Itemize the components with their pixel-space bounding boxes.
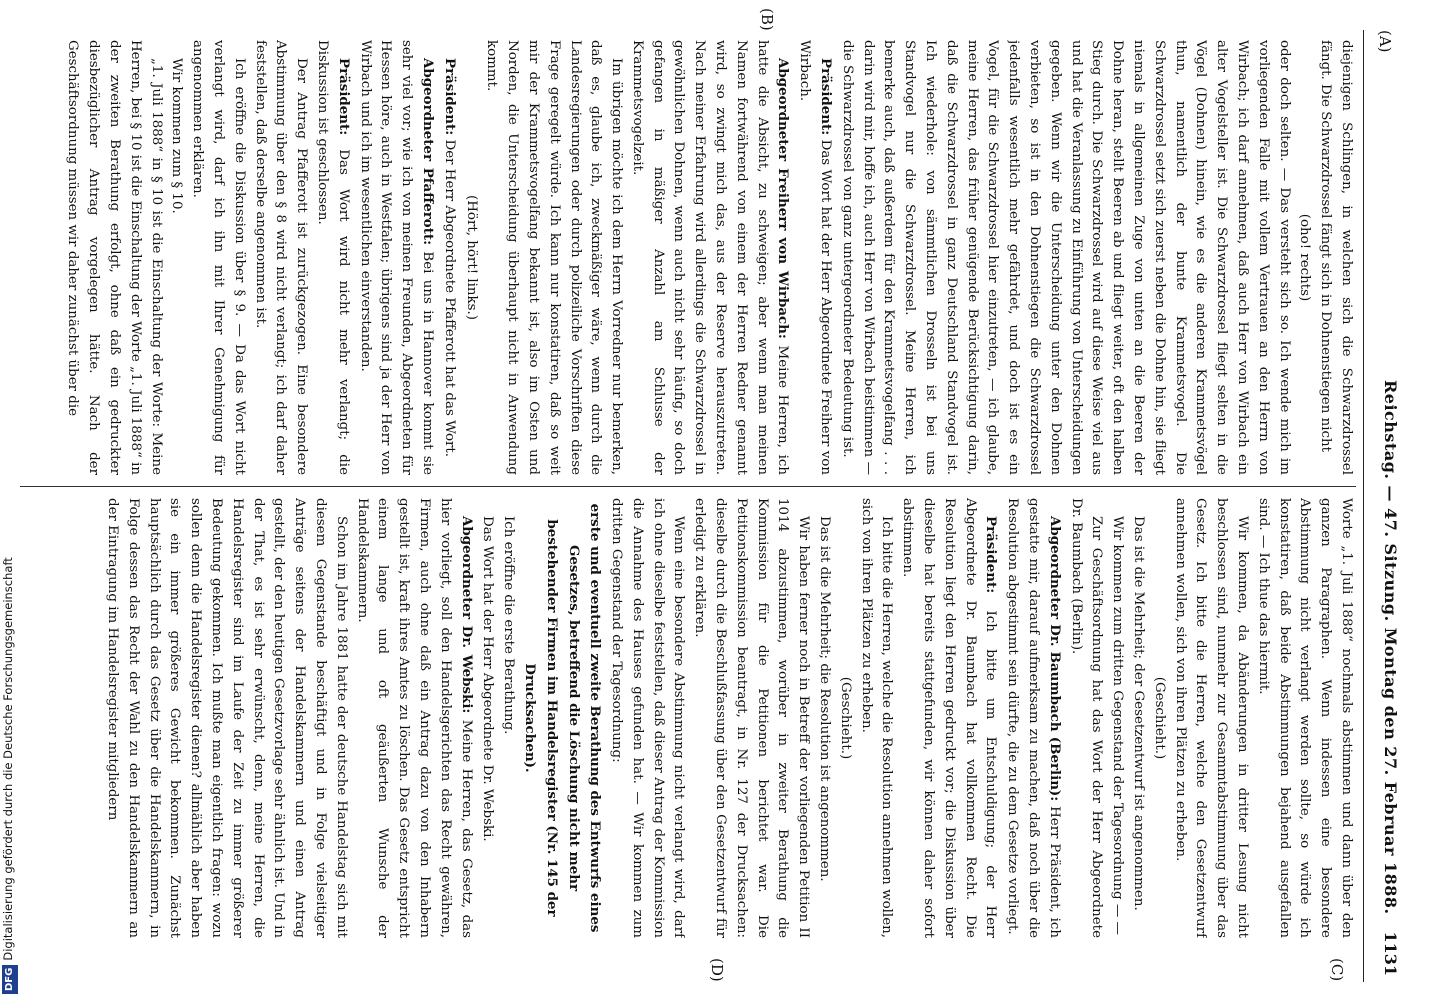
speech-text: Das Wort wird nicht mehr verlangt; die Diskussion ist geschlossen.: [314, 40, 351, 475]
agenda-item-text: erste und eventuell zweite Berathung des Entwurfs eines Gesetzes, betreffend die Löschung nicht mehr bestehender Firmen im Handelsregister (Nr. 145 der Drucksachen).: [521, 503, 604, 933]
digitization-footer: [0, 0, 16, 1000]
paragraph: Wir kommen, da Abänderungen in dritter Lesung nicht beschlossen sind, nunmehr zur Gesammtabstimmung über das Gesetz. Ich bitte die Herren, welche den Gesetzentwurf annehmen wollen, sich von ihren Plätzen zu erheben.: [1172, 498, 1251, 938]
paragraph: Das ist die Mehrheit; der Gesetzentwurf ist angenommen.: [1131, 516, 1147, 911]
speech-text: Meine Herren, das Gesetz, das hier vorliegt, soll den Handelsgerichten das Recht gewähren, Firmen, auch ohne daß ein Antrag dazu von den Inhabern gestellt ist, kraft ihres Amtes zu löschen. Das Gesetz entspricht einem lange und oft geäußerten Wunsche der Handelskammern.: [354, 498, 474, 938]
paragraph: Im übrigen möchte ich dem Herrn Vorredner nur bemerken, daß es, glaube ich, zweckmäßiger wäre, wenn durch die Landesregierungen oder durch polizeiliche Vorschriften diese Frage geregelt würde. Ich kann nur konstatiren, daß so weit mir der Krammetsvogelfang bekannt ist, also im Osten und Norden, die Unterscheidung überhaupt nicht in Anwendung kommt.: [484, 40, 625, 475]
paragraph: Der Antrag Pfafferott ist zurückgezogen. Eine besondere Abstimmung über den § 8 wird nicht verlangt; ich darf daher feststellen, daß derselbe angenommen ist.: [252, 40, 310, 475]
margin-letter-b: (B): [758, 8, 776, 31]
speech-text: Meine Herren, ich hatte die Absicht, zu schweigen; aber wenn man meinen Namen fortwährend von einem der Herren Redner genannt wird, so zwingt mich das, aus der Reserve herauszutreten. Nach meiner Erfahrung wird allerdings die Schwarzdrossel in gewöhnlichen Dohnen, wenn auch nicht sehr häufig, so doch gefangen in mäßiger Anzahl am Schlusse der Krammetsvogelzeit.: [629, 40, 791, 475]
speech-paragraph: [1001, 498, 1064, 938]
speaker-name: Abgeordneter Freiherr von Wirbach:: [775, 58, 792, 339]
interjection: (Geschieht.): [837, 676, 853, 760]
paragraph: Das ist die Mehrheit; die Resolution ist angenommen.: [817, 516, 833, 882]
page-header: [1363, 30, 1404, 982]
speaker-name: Abgeordneter Pfafferott:: [419, 58, 436, 246]
margin-letter-d: (D): [708, 958, 726, 982]
speech-paragraph: [311, 40, 354, 475]
paragraph: oder doch selten. — Das versteht sich so. Ich wende mich im vorliegenden Falle mit vollem Vertrauen an den Herrn von Wirbach; ich darf annehmen, daß auch Herr von Wirbach ein alter Vogelsteller ist. Die Schwarzdrossel fliegt selten in die Vögel (Dohnen) hinein, wie es die anderen Krammetsvögel thun, namentlich der bunte Krammetsvogel. Die Schwarzdrossel setzt sich zuerst neben die Dohne hin, sie fliegt niemals in allgemeinen Zuge von unten an die Beeren der Dohne heran, stellt Beeren ab und fliegt weiter, oft den halben Stieg durch. Die Schwarzdrossel wird auf diese Weise viel aus und hat die Veranlassung zu Einführung von Unterscheidungen gegeben. Wenn wir die Unterscheidung unter den Dohnen verbieten, so ist in den Dohnenstiegen die Schwarzdrossel jedenfalls wesentlich mehr gefährdet, und doch ist es ein Vogel, für die Schwarzdrossel hier einzutreten, — ich glaube, meine Herren, das früher genügende Berücksichtigung darin, daß die Schwarzdrossel in ganz Deutschland Standvogel ist. Ich wiederhole: von sämmtlichen Drosseln ist bei uns Standvogel nur die Schwarzdrossel. Meine Herren, ich bemerke auch, daß außerdem für den Krammetsvogelfang . . . darin wird mir, hoffe ich, auch Herr von Wirbach beistimmen — die Schwarzdrossel von ganz untergeordneter Bedeutung ist.: [839, 40, 1292, 475]
paragraph: Wir kommen zum dritten Gegenstand der Tagesordnung — —: [1110, 516, 1126, 935]
paragraph: Das Wort hat der Herr Abgeordnete Dr. Webski.: [480, 516, 496, 842]
speech-paragraph: [896, 498, 1001, 938]
speaker-name: Präsident:: [983, 516, 1000, 594]
margin-letter-c: (C): [1328, 958, 1346, 982]
paragraph: Wenn eine besondere Abstimmung nicht verlangt wird, darf ich ohne dieselbe feststellen, daß dieser Antrag der Kommission die Annahme des Hauses gefunden hat. — Wir kommen zum dritten Gegenstand der Tagesordnung:: [609, 498, 687, 938]
speech-text: Das Wort hat der Herr Abgeordnete Freiherr von Wirbach.: [797, 40, 834, 475]
speech-text: Ich bitte um Entschuldigung; der Herr Abgeordnete Dr. Baumbach hat vollkommen Recht. Die Resolution liegt den Herren gedruckt vor; die Diskussion über dieselbe hat bereits stattgefunden, wir können daher sofort abstimmen.: [900, 498, 999, 938]
speech-paragraph: [354, 40, 438, 475]
speech-text: Der Herr Abgeordnete Pfafferott hat das Wort.: [441, 139, 457, 458]
speech-text: Herr Präsident, ich gestatte mir, darauf aufmerksam zu machen, daß noch über die Resolution abgestimmt sein dürfte, die zu dem Gesetze vorliegt.: [1005, 498, 1062, 938]
speech-text: Bei uns in Hannover kommt sie sehr viel vor; wie ich von meinen Freunden, Abgeordneten für Hessen höre, auch in Westfalen; übrigens sind ja der Herr von Wirbach und ich im wesentlichen einverstanden.: [357, 40, 435, 475]
column-divider: [20, 486, 1356, 487]
paragraph: Wir kommen zum § 10.: [169, 58, 185, 214]
paragraph: Ich bitte die Herren, welche die Resolution annehmen wollen, sich von ihren Plätzen zu erheben.: [858, 498, 895, 938]
speaker-name: Präsident:: [818, 58, 835, 136]
agenda-item: [518, 498, 605, 938]
page-number: 1131: [1381, 931, 1400, 976]
left-column: [16, 40, 1356, 475]
paragraph: Ich eröffne die erste Berathung.: [501, 516, 517, 735]
paragraph: Schon im Jahre 1881 hatte der deutsche Handelstag sich mit diesem Gegenstande beschäftigt und in Folge vielseitiger Anträge seitens der Handelskammern und einen Antrag gestellt, der den heutigen Gesetzvorlage sehr ähnlich ist. Und in der That, es ist sehr erwünscht, denn, meine Herren, die Handelsregister sind im Laufe der Zeit zu immer größerer Bedeutung gekommen. Ich mußte man eigentlich fragen: wozu sollen denn die Handelsregister dienen? allmählich aber haben sie ein immer größeres Gewicht bekommen. Zunächst hauptsächlich durch das Gesetz über die Handelskammern, in Folge dessen das Recht der Wahl zu den Handelskammern an der Eintragung im Handelsregister mitgliedern: [104, 498, 349, 938]
interjection: (oho! rechts): [1297, 213, 1313, 302]
paragraph: „1. Juli 1888“ in § 10 ist die Einschaltung der Worte: Meine Herren, bei § 10 ist die Einschaltung der Worte „1. Juli 1888“ in der zweiten Berathung erfolgt, ohne daß ein gedruckter diesbezüglicher Antrag vorgelegen hätte. Nach der Geschäftsordnung müssen wir daher zunächst über die: [65, 40, 164, 475]
speaker-name: Abgeordneter Dr. Webski:: [458, 516, 475, 714]
paragraph: Zur Geschäftsordnung hat das Wort der Herr Abgeordnete Dr. Baumbach (Berlin).: [1068, 498, 1105, 938]
speech-paragraph: [626, 40, 793, 475]
paragraph: Ich eröffne die Diskussion über § 9. — Da das Wort nicht verlangt wird, darf ich ihn mit Ihrer Genehmigung für angenommen erklären.: [190, 40, 247, 475]
speaker-name: Präsident:: [335, 58, 352, 136]
speaker-name: Abgeordneter Dr. Baumbach (Berlin):: [1046, 516, 1063, 802]
speech-paragraph: [438, 40, 460, 475]
speaker-name: Präsident:: [441, 58, 458, 136]
interjection: (Geschieht.): [1151, 676, 1167, 760]
dfg-logo: DFG: [2, 965, 18, 994]
paragraph: Worte „1. Juli 1888“ nochmals abstimmen und dann über den ganzen Paragraphen. Wenn indessen eine besondere Abstimmung nicht verlangt werden sollte, so würde ich konstatiren, daß beide Abstimmungen bejahend ausgefallen sind. — Ich thue das hiermit.: [1255, 498, 1354, 938]
paragraph: Wir haben ferner noch in Betreff der vorliegenden Petition II 1014 abzustimmen, worüber in zweiter Berathung die Kommission für die Petitionen berichtet war. Die Petitionskommission beantragt, in Nr. 127 der Drucksachen: dieselbe durch die Beschlußfassung über den Gesetzentwurf für erledigt zu erklären.: [692, 498, 812, 938]
interjection: (Hört, hört! links.): [463, 194, 479, 321]
footer-text: Digitalisierung gefördert durch die Deutsche Forschungsgemeinschaft: [1, 557, 15, 961]
speech-paragraph: [351, 498, 477, 938]
paragraph: diejenigen Schlingen, in welchen sich die Schwarzdrossel fängt. Die Schwarzdrossel fängt sich in Dohnenstiegen nicht: [1318, 40, 1354, 475]
page-title: Reichstag. — 47. Sitzung. Montag den 27. Februar 1888.: [1381, 380, 1400, 915]
right-column: [16, 498, 1356, 938]
margin-letter-a: (A): [1376, 30, 1394, 53]
speech-paragraph: [793, 40, 836, 475]
